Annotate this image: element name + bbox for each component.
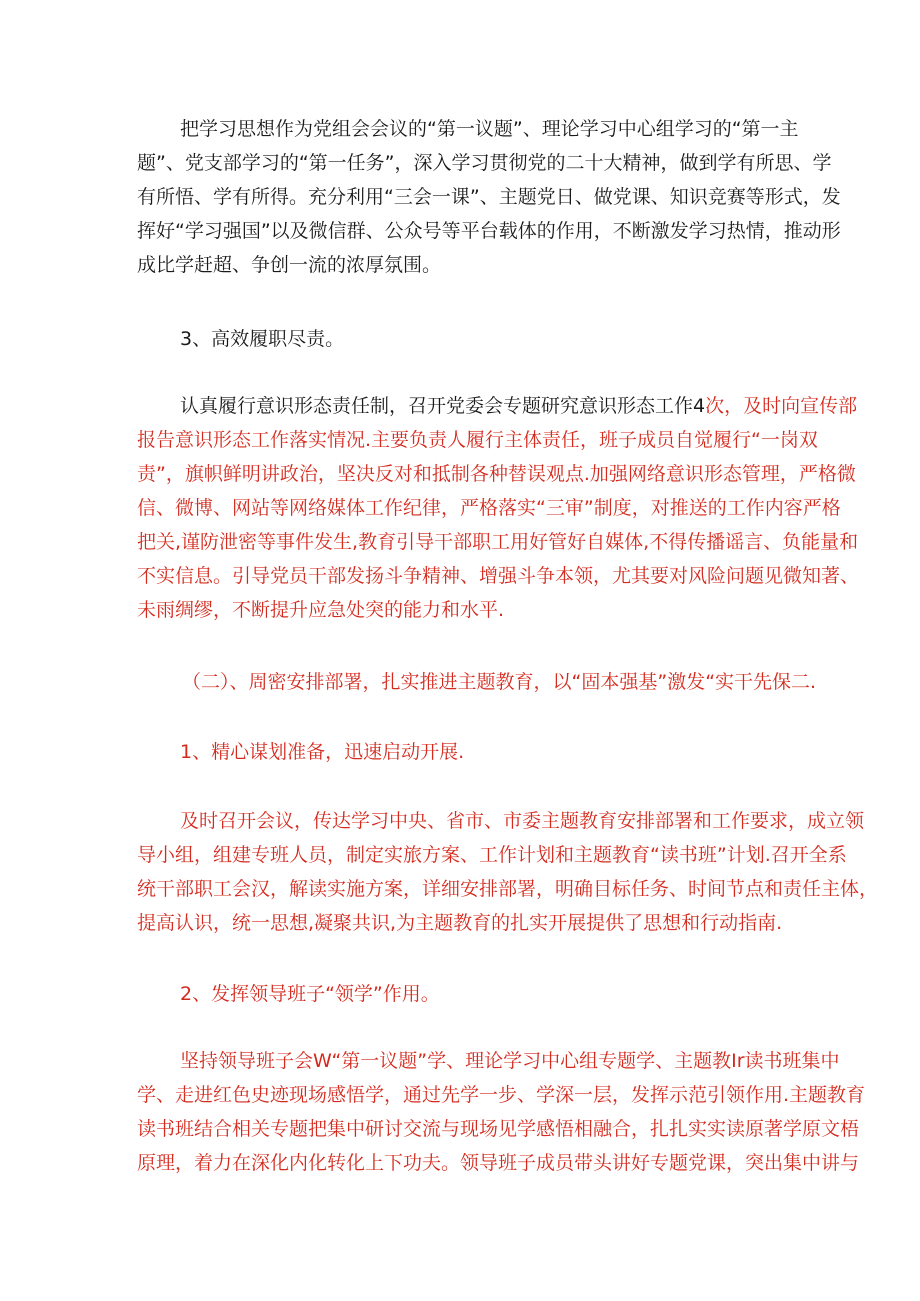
paragraph-line: 学、走进红色史迹现场感悟学，通过先学一步、学深一层，发挥示范引领作用.主题教育 <box>137 1084 866 1106</box>
paragraph-leadership-team <box>137 1044 866 1180</box>
paragraph-line: 报告意识形态工作落实情况.主要负责人履行主体责任，班子成员自觉履行“一岗双 <box>137 429 818 451</box>
paragraph-line: 统干部职工会汉，解读实施方案，详细安排部署，明确目标任务、时间节点和责任主体， <box>137 878 879 900</box>
paragraph-study-thought <box>137 112 841 282</box>
paragraph-line: 不实信息。引导党员干部发扬斗争精神、增强斗争本领，尤其要对风险问题见微知著、 <box>137 565 860 587</box>
heading-section-two: （二）、周密安排部署，扎实推进主题教育，以“固本强基”激发“实干先保二. <box>182 671 817 693</box>
paragraph-line: 信、微博、网站等网络媒体工作纪律，严格落实“三审”制度，对推送的工作内容严格 <box>137 497 841 519</box>
paragraph-line-mixed <box>137 389 858 423</box>
paragraph-line: 坚持领导班子会W“第一议题”学、理论学习中心组专题学、主题教Ir读书班集中 <box>180 1050 840 1072</box>
paragraph-ideology-responsibility <box>137 389 860 627</box>
paragraph-line: 原理，着力在深化内化转化上下功夫。领导班子成员带头讲好专题党课，突出集中讲与 <box>137 1152 860 1174</box>
paragraph-line: 成比学赶超、争创一流的浓厚氛围。 <box>137 254 442 276</box>
paragraph-line: 读书班结合相关专题把集中研讨交流与现场见学感悟相融合，扎扎实实读原著学原文梧 <box>137 1118 860 1140</box>
paragraph-line: 及时召开会议，传达学习中央、省市、市委主题教育安排部署和工作要求，成立领 <box>180 810 865 832</box>
paragraph-line: 挥好“学习强国”以及微信群、公众号等平台载体的作用，不断激发学习热情，推动形 <box>137 220 841 242</box>
heading-efficient-duty: 3、高效履职尽责。 <box>180 328 345 350</box>
paragraph-line: 提高认识，统一思想,凝聚共识,为主题教育的扎实开展提供了思想和行动指南. <box>137 912 783 934</box>
paragraph-line: 题”、党支部学习的“第一任务”，深入学习贯彻党的二十大精神，做到学有所思、学 <box>137 152 832 174</box>
paragraph-line: 责”，旗帜鲜明讲政治，坚决反对和抵制各种替误观点.加强网络意识形态管理，严格微 <box>137 463 856 485</box>
paragraph-meeting-arrangement <box>137 804 879 940</box>
black-text-segment: 认真履行意识形态责任制，召开党委会专题研究意识形态工作4 <box>180 395 706 417</box>
paragraph-line: 有所悟、学有所得。充分利用“三会一课”、主题党日、做党课、知识竞赛等形式，发 <box>137 186 841 208</box>
paragraph-line: 把学习思想作为党组会会议的“第一议题”、理论学习中心组学习的“第一主 <box>180 118 799 140</box>
heading-leadership-study: 2、发挥领导班子“领学”作用。 <box>180 983 440 1005</box>
paragraph-line: 未雨绸缪，不断提升应急处突的能力和水平. <box>137 599 505 621</box>
heading-careful-planning: 1、精心谋划准备，迅速启动开展. <box>180 741 465 763</box>
paragraph-line: 把关,谨防泄密等事件发生,教育引导干部职工用好管好自媒体,不得传播谣言、负能量和 <box>137 531 859 553</box>
paragraph-line: 导小组，组建专班人员，制定实旅方案、工作计划和主题教育“读书班”计划.召开全系 <box>137 844 847 866</box>
red-text-segment: 次，及时向宣传部 <box>705 395 858 417</box>
